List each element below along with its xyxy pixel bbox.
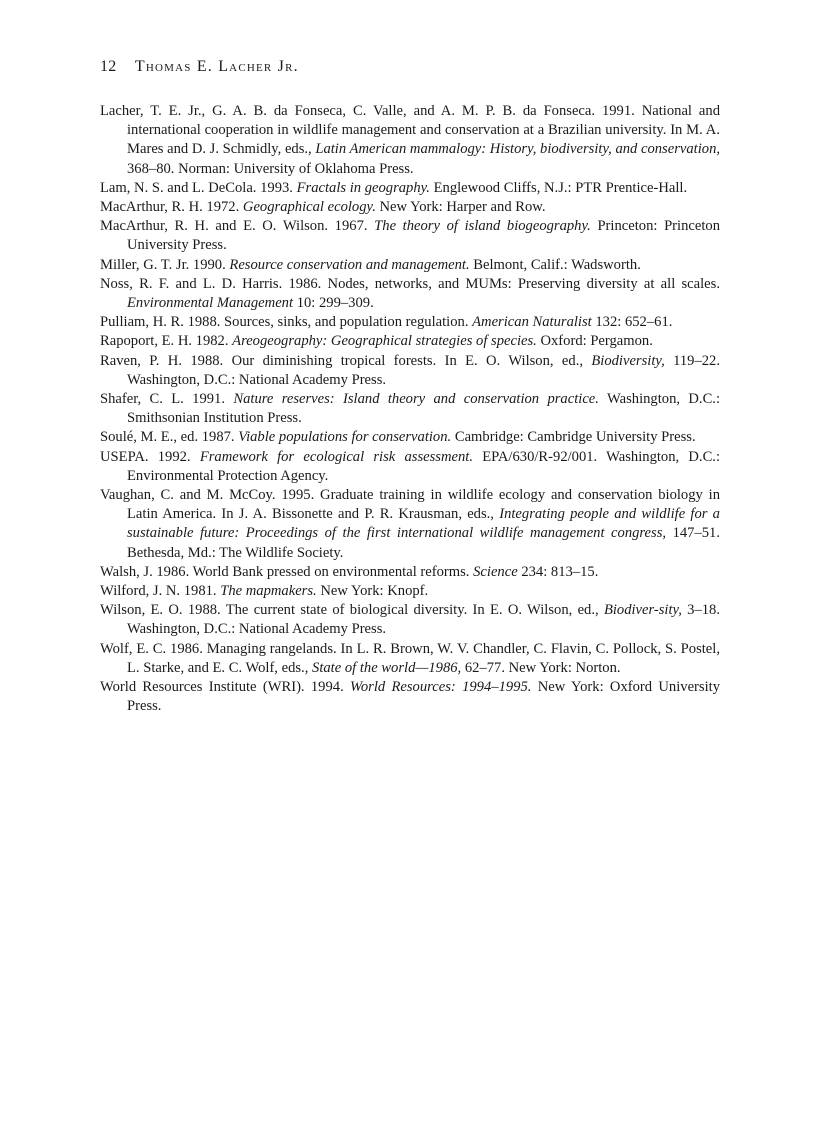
- reference-title: Biodiver-sity,: [603, 602, 682, 619]
- reference-text: New York: Harper and Row.: [375, 199, 546, 216]
- reference-entry: [100, 332, 720, 351]
- reference-text: USEPA. 1992.: [100, 448, 200, 465]
- reference-title: Viable populations for conservation.: [238, 429, 452, 446]
- reference-text: Belmont, Calif.: Wadsworth.: [469, 256, 641, 273]
- reference-text: EPA/630/R-92/001. Washington, D.C.: Environmental Protection Agency.: [127, 448, 721, 484]
- reference-entry: [100, 179, 720, 198]
- reference-entry: [100, 582, 720, 601]
- reference-entry: [100, 352, 720, 390]
- reference-entry: [100, 678, 720, 716]
- reference-text: Washington, D.C.: Smithsonian Institution Press.: [127, 391, 721, 427]
- reference-text: MacArthur, R. H. and E. O. Wilson. 1967.: [100, 218, 375, 235]
- reference-text: Cambridge: Cambridge University Press.: [451, 429, 696, 446]
- reference-title: Areogeography: Geographical strategies of species.: [232, 333, 537, 350]
- reference-text: Wilford, J. N. 1981.: [100, 583, 221, 600]
- reference-title: Environmental Management: [127, 295, 294, 312]
- reference-list: [100, 102, 720, 717]
- reference-entry: [100, 217, 720, 255]
- reference-title: Framework for ecological risk assessment.: [199, 448, 473, 465]
- reference-entry: [100, 486, 720, 563]
- reference-title: Geographical ecology.: [242, 199, 376, 216]
- reference-text: 10: 299–309.: [293, 295, 374, 312]
- reference-entry: [100, 601, 720, 639]
- reference-text: 3–18. Washington, D.C.: National Academy Press.: [127, 602, 721, 638]
- reference-text: Princeton: Princeton University Press.: [127, 218, 720, 254]
- reference-entry: [100, 390, 720, 428]
- reference-title: Resource conservation and management.: [229, 256, 470, 273]
- reference-entry: [100, 563, 720, 582]
- reference-title: State of the world—1986,: [312, 659, 462, 676]
- reference-text: Raven, P. H. 1988. Our diminishing tropical forests. In E. O. Wilson, ed.,: [100, 352, 592, 369]
- reference-entry: [100, 275, 720, 313]
- reference-text: Soulé, M. E., ed. 1987.: [100, 429, 239, 446]
- reference-text: World Resources Institute (WRI). 1994.: [100, 679, 351, 696]
- reference-title: The mapmakers.: [220, 583, 317, 600]
- reference-text: Englewood Cliffs, N.J.: PTR Prentice-Hall.: [429, 179, 688, 196]
- reference-text: Oxford: Pergamon.: [536, 333, 653, 350]
- reference-text: Wolf, E. C. 1986. Managing rangelands. In L. R. Brown, W. V. Chandler, C. Flavin, C. Pollock, S. Postel, L. Starke, and E. C. Wolf, eds.,: [100, 640, 720, 676]
- reference-text: Walsh, J. 1986. World Bank pressed on environmental reforms.: [100, 563, 474, 580]
- reference-title: Science: [473, 563, 518, 580]
- reference-entry: [100, 428, 720, 447]
- reference-text: Wilson, E. O. 1988. The current state of biological diversity. In E. O. Wilson, ed.,: [100, 602, 604, 619]
- reference-text: MacArthur, R. H. 1972.: [100, 199, 243, 216]
- reference-text: Lacher, T. E. Jr., G. A. B. da Fonseca, C. Valle, and A. M. P. B. da Fonseca. 1991. National and international cooperation in wildlife management and conservation at a Brazilian university. In M. A. Mares and D. J. Schmidly, eds.,: [100, 103, 720, 158]
- running-head: [100, 58, 299, 76]
- reference-text: 147–51. Bethesda, Md.: The Wildlife Society.: [127, 525, 720, 561]
- reference-text: 119–22. Washington, D.C.: National Academy Press.: [127, 352, 720, 388]
- reference-title: Integrating people and wildlife for a sustainable future: Proceedings of the first international wildlife management congress,: [127, 506, 720, 542]
- reference-text: 62–77. New York: Norton.: [461, 659, 621, 676]
- reference-entry: [100, 313, 720, 332]
- reference-entry: [100, 102, 720, 179]
- reference-text: Vaughan, C. and M. McCoy. 1995. Graduate training in wildlife ecology and conservation biology in Latin America. In J. A. Bissonette and P. R. Krausman, eds.,: [100, 487, 720, 523]
- reference-text: Lam, N. S. and L. DeCola. 1993.: [100, 179, 297, 196]
- reference-title: World Resources: 1994–1995.: [350, 679, 532, 696]
- reference-text: Pulliam, H. R. 1988. Sources, sinks, and population regulation.: [100, 314, 473, 331]
- running-head-author: Thomas E. Lacher Jr.: [134, 58, 299, 75]
- reference-text: Shafer, C. L. 1991.: [100, 391, 234, 408]
- reference-title: The theory of island biogeography.: [374, 218, 591, 235]
- reference-entry: [100, 198, 720, 217]
- reference-text: New York: Oxford University Press.: [127, 679, 720, 715]
- reference-title: Biodiversity,: [591, 352, 665, 369]
- reference-title: American Naturalist: [472, 314, 592, 331]
- reference-text: Miller, G. T. Jr. 1990.: [100, 256, 230, 273]
- reference-title: Fractals in geography.: [296, 179, 430, 196]
- reference-entry: [100, 448, 720, 486]
- reference-text: 368–80. Norman: University of Oklahoma Press.: [127, 160, 414, 177]
- reference-title: Nature reserves: Island theory and conservation practice.: [233, 391, 599, 408]
- reference-text: Noss, R. F. and L. D. Harris. 1986. Nodes, networks, and MUMs: Preserving diversity at all scales.: [100, 275, 720, 292]
- reference-entry: [100, 256, 720, 275]
- reference-text: 234: 813–15.: [517, 563, 599, 580]
- reference-text: New York: Knopf.: [316, 583, 429, 600]
- reference-title: Latin American mammalogy: History, biodiversity, and conservation,: [315, 141, 721, 158]
- page-number: 12: [100, 58, 117, 75]
- reference-text: Rapoport, E. H. 1982.: [100, 333, 233, 350]
- reference-text: 132: 652–61.: [591, 314, 673, 331]
- reference-entry: [100, 640, 720, 678]
